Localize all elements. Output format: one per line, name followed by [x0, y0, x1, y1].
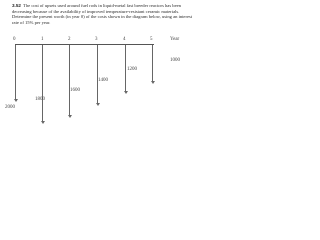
cash-flow-arrow	[15, 45, 16, 99]
amount-label: 1600	[70, 88, 80, 93]
year-tick: 2	[68, 37, 71, 42]
amount-label: 2000	[5, 105, 15, 110]
cash-flow-arrow	[152, 45, 153, 81]
year-tick: 0	[13, 37, 16, 42]
year-tick: 4	[123, 37, 126, 42]
year-tick: 3	[95, 37, 98, 42]
year-tick: 5	[150, 37, 153, 42]
problem-text: The cost of upsets used around fuel rods in liquid-metal fast breeder reactors has been decreasing because of the availability of improved temperature-resistant ceramic materials. Determine the present worth (in year 0) of the costs shown in the diagram below, using an interest rate of 15% per year.	[12, 3, 193, 25]
cash-flow-arrow	[42, 45, 43, 121]
cash-flow-arrow	[125, 45, 126, 91]
cash-flow-diagram	[0, 0, 200, 122]
amount-label: 1400	[98, 78, 108, 83]
time-axis	[15, 44, 154, 45]
year-tick: 1	[41, 37, 44, 42]
year-axis-label: Year	[170, 37, 180, 42]
cash-flow-arrow	[97, 45, 98, 103]
cash-flow-arrow	[69, 45, 70, 115]
amount-label: 1200	[127, 67, 137, 72]
amount-label: 1000	[170, 58, 180, 63]
problem-number: 3.52	[12, 3, 21, 8]
amount-label: 1800	[35, 97, 45, 102]
